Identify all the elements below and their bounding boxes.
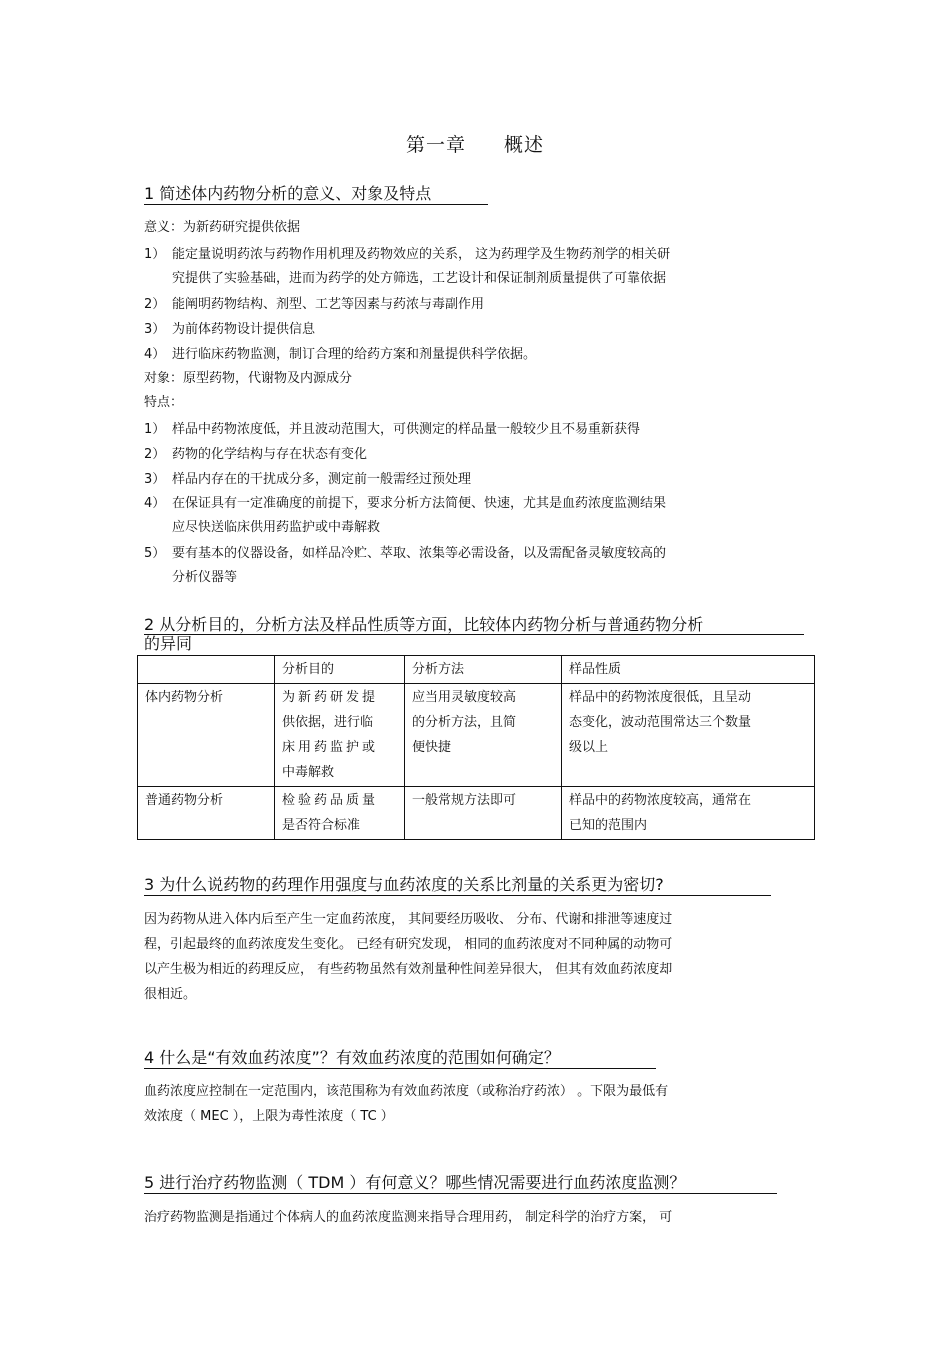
table-header-cell: 分析目的 — [275, 656, 405, 684]
table-row — [138, 787, 815, 840]
table-header-cell: 分析方法 — [405, 656, 562, 684]
q3-answer: 因为药物从进入体内后至产生一定血药浓度， 其间要经历吸收、 分布、代谢和排泄等速度过 程，引起最终的血药浓度发生变化。 已经有研究发现， 相同的血药浓度对不同种属的动物可 以产生极为相近的药理反应， 有些药物虽然有效剂量种性间差异很大， 但其有效血药浓度却 很相近。 — [144, 912, 673, 1002]
table-header-row — [138, 656, 815, 684]
table-cell-name: 普通药物分析 — [138, 787, 275, 840]
table-cell-nature: 样品中的药物浓度较高，通常在 已知的范围内 — [562, 787, 815, 840]
table-row — [138, 684, 815, 787]
q4-answer: 血药浓度应控制在一定范围内，该范围称为有效血药浓度（或称治疗药浓） 。下限为最低有 效浓度（ MEC ），上限为毒性浓度（ TC ） — [144, 1084, 669, 1124]
table-cell-name: 体内药物分析 — [138, 684, 275, 787]
table-cell-method: 一般常规方法即可 — [405, 787, 562, 840]
q4-heading: 4 什么是“有效血药浓度”？有效血药浓度的范围如何确定？ — [144, 1048, 656, 1069]
q5-heading: 5 进行治疗药物监测（ TDM ）有何意义？哪些情况需要进行血药浓度监测？ — [144, 1173, 777, 1194]
chapter-number: 第一章 — [405, 134, 466, 156]
table-header-cell — [138, 656, 275, 684]
document-page: 第一章 概述 1 简述体内药物分析的意义、对象及特点 意义：为新药研究提供依据 1） 能定量说明药浓与药物作用机理及药物效应的关系， 这为药理学及生物药剂学的相关研 究提供了实验基础，进而为药学的处方筛选，工艺设计和保证制剂质量提供了可靠依据 2） 能阐明药物结构、剂型、工艺等因素与药浓与毒副作用 3） 为前体药物设计提供信息 4） 进行临床药物监测，制订合理的给药方案和剂量提供科学依据。 对象：原型药物，代谢物及内源成分 特点： 1） 样品中药物浓度低，并且波动范围大，可供测定的样品量一般较少且不易重新获得 2） 药物的化学结构与存在状态有变化 3） 样品内存在的干扰成分多，测定前一般需经过预处理 4） 在保证具有一定准确度的前提下，要求分析方法简便、快速，尤其是血药浓度监测结果 应尽快送临床供用药监护或中毒解救 5） 要有基本的仪器设备，如样品冷贮、萃取、浓集等必需设备，以及需配备灵敏度较高的 分析仪器等 2 从分析目的，分析方法及样品性质等方面，比较体内药物分析与普通药物分析 的异同 分析目的 分析方法 样品性质 体内药物分析 为新药研发提 供依据，进行临 床用药监护或 中毒解救 应当用灵敏度较高 的分析方法，且简 便快捷 样品中的药物浓度很低，且呈动 态变化，波动范围常达三个数量 级以上 普通药物分析 检验药品质量 是否符合标准 一般常规方法即可 样品中的药物浓度较高，通常在 已知的范围内 3 为什么说药物的药理作用强度与血药浓度的关系比剂量的关系更为密切? 因为药物从进入体内后至产生一定血药浓度， 其间要经历吸收、 分布、代谢和排泄等速度过 程，引起最终的血药浓度发生变化。 已经有研究发现， 相同的血药浓度对不同种属的动物可 以产生极为相近的药理反应， 有些药物虽然有效剂量种性间差异很大， 但其有效血药浓度却 很相近。 4 什么是“有效血药浓度”？有效血药浓度的范围如何确定？ 血药浓度应控制在一定范围内，该范围称为有效血药浓度（或称治疗药浓） 。下限为最低有 效浓度（ MEC ），上限为毒性浓度（ TC ） 5 进行治疗药物监测（ TDM ）有何意义？哪些情况需要进行血药浓度监测？ 治疗药物监测是指通过个体病人的血药浓度监测来指导合理用药， 制定科学的治疗方案， 可 — [0, 0, 950, 1345]
chapter-name: 概述 — [504, 134, 545, 156]
q2-heading: 2 从分析目的，分析方法及样品性质等方面，比较体内药物分析与普通药物分析 的异同 — [144, 616, 804, 653]
chapter-title — [0, 130, 950, 157]
q3-heading: 3 为什么说药物的药理作用强度与血药浓度的关系比剂量的关系更为密切? — [144, 875, 771, 896]
table-cell-nature: 样品中的药物浓度很低，且呈动 态变化，波动范围常达三个数量 级以上 — [562, 684, 815, 787]
q1-heading: 1 简述体内药物分析的意义、对象及特点 — [144, 184, 488, 205]
q5-answer: 治疗药物监测是指通过个体病人的血药浓度监测来指导合理用药， 制定科学的治疗方案， 可 — [144, 1210, 673, 1225]
table-cell-purpose: 为新药研发提 供依据，进行临 床用药监护或 中毒解救 — [275, 684, 405, 787]
feature-label: 特点： — [144, 395, 184, 410]
table-header-cell: 样品性质 — [562, 656, 815, 684]
comparison-table — [137, 655, 815, 840]
table-cell-purpose: 检验药品质量 是否符合标准 — [275, 787, 405, 840]
object-label: 对象：原型药物，代谢物及内源成分 — [144, 371, 353, 386]
table-cell-method: 应当用灵敏度较高 的分析方法，且简 便快捷 — [405, 684, 562, 787]
meaning-label: 意义：为新药研究提供依据 — [144, 220, 301, 235]
